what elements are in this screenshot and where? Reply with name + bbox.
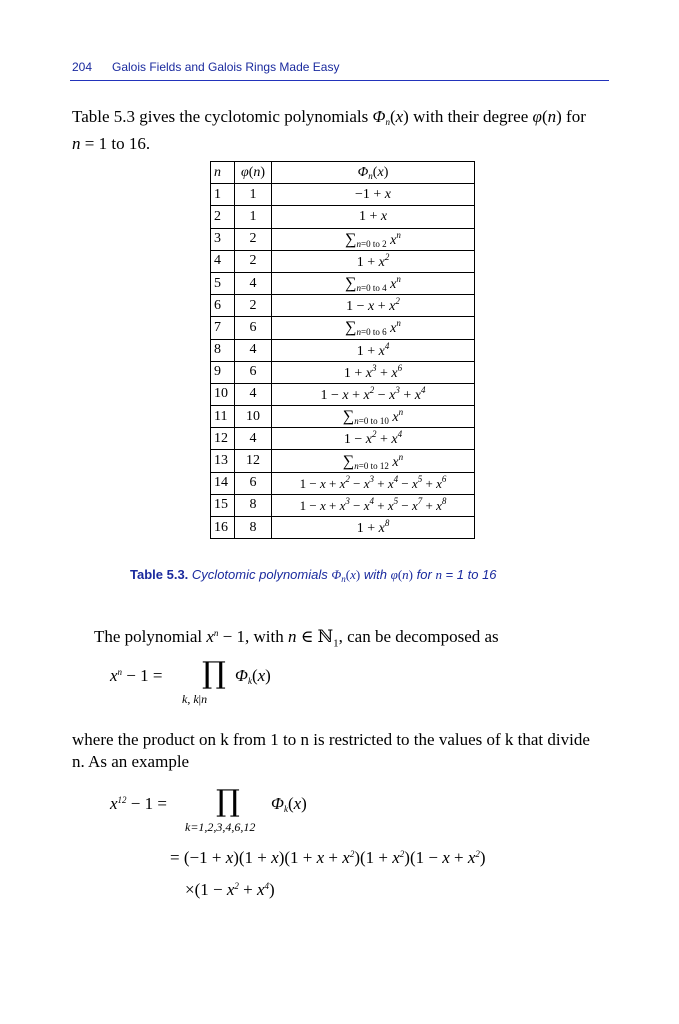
intro-line1-prefix: Table 5.3 gives the cyclotomic polynomials: [72, 107, 369, 126]
example-line3: $\times(1 - x^2 + x^4)$: [185, 880, 275, 899]
table-row: 13 12 $\sum_{n=0 to 12}$ $x^n$: [211, 450, 475, 472]
table-row: 1 1 −1 + x: [211, 184, 475, 206]
page-number: 204: [72, 60, 93, 74]
table-row: 10 4 $1 - x + x^2 - x^3 + x^4$: [211, 383, 475, 405]
product-index: k=1,2,3,4,6,12: [185, 820, 256, 834]
where-paragraph: [72, 729, 612, 773]
table-row: 16 8 $1 + x^8$: [211, 517, 475, 539]
table-header-row: [211, 162, 475, 184]
book-title: Galois Fields and Galois Rings Made Easy: [112, 60, 340, 74]
intro-line1-mid: with their degree: [413, 107, 529, 126]
header-phi: φ(n): [235, 162, 272, 184]
running-head: [70, 58, 609, 81]
table-row: 11 10 $\sum_{n=0 to 10}$ $x^n$: [211, 406, 475, 428]
caption-label: Table 5.3.: [130, 567, 189, 582]
table-row: 9 6 $1 + x^3 + x^6$: [211, 361, 475, 383]
header-poly: $\Phi_n(x)$: [272, 162, 475, 184]
table-caption: Table 5.3. Cyclotomic polynomials $\Phi_n(x)$ with φ(n) for n = 1 to 16: [130, 567, 497, 584]
table-row: 5 4 $\sum_{n=0 to 4}$ $x^n$: [211, 272, 475, 294]
table-row: 4 2 $1 + x^2$: [211, 250, 475, 272]
table-row: 2 1 1 + x: [211, 206, 475, 228]
table-row: 15 8 $1 - x + x^3 - x^4 + x^5 - x^7 + x^8$: [211, 494, 475, 516]
table-row: 7 6 $\sum_{n=0 to 6}$ $x^n$: [211, 317, 475, 339]
table-row: 6 2 $1 - x + x^2$: [211, 295, 475, 317]
intro-line1-suffix: for: [566, 107, 586, 126]
intro-paragraph: Table 5.3 gives the cyclotomic polynomials $\Phi_n(x)$ with their degree φ(n) for n = 1 to 16.: [72, 107, 586, 153]
decomp-paragraph: The polynomial $x^n - 1$, with n ∈ ℕ$_1$, can be decomposed as: [94, 627, 499, 650]
intro-line2-suffix: to 16.: [111, 134, 151, 153]
table-row: 14 6 $1 - x + x^2 - x^3 + x^4 - x^5 + x^6$: [211, 472, 475, 494]
table-row: 8 4 $1 + x^4$: [211, 339, 475, 361]
cyclotomic-table: [210, 161, 475, 539]
example-line2: = $(-1 + x)(1 + x)(1 + x + x^2)(1 + x^2)(1 - x + x^2)$: [170, 848, 486, 867]
table-row: 3 2 $\sum_{n=0 to 2}$ $x^n$: [211, 228, 475, 250]
where-line1: where the product on k from 1 to n is restricted to the values of k that divide: [72, 730, 590, 749]
where-line2: n. As an example: [72, 752, 190, 771]
header-n: n: [211, 162, 235, 184]
table-row: 12 4 $1 - x^2 + x^4$: [211, 428, 475, 450]
